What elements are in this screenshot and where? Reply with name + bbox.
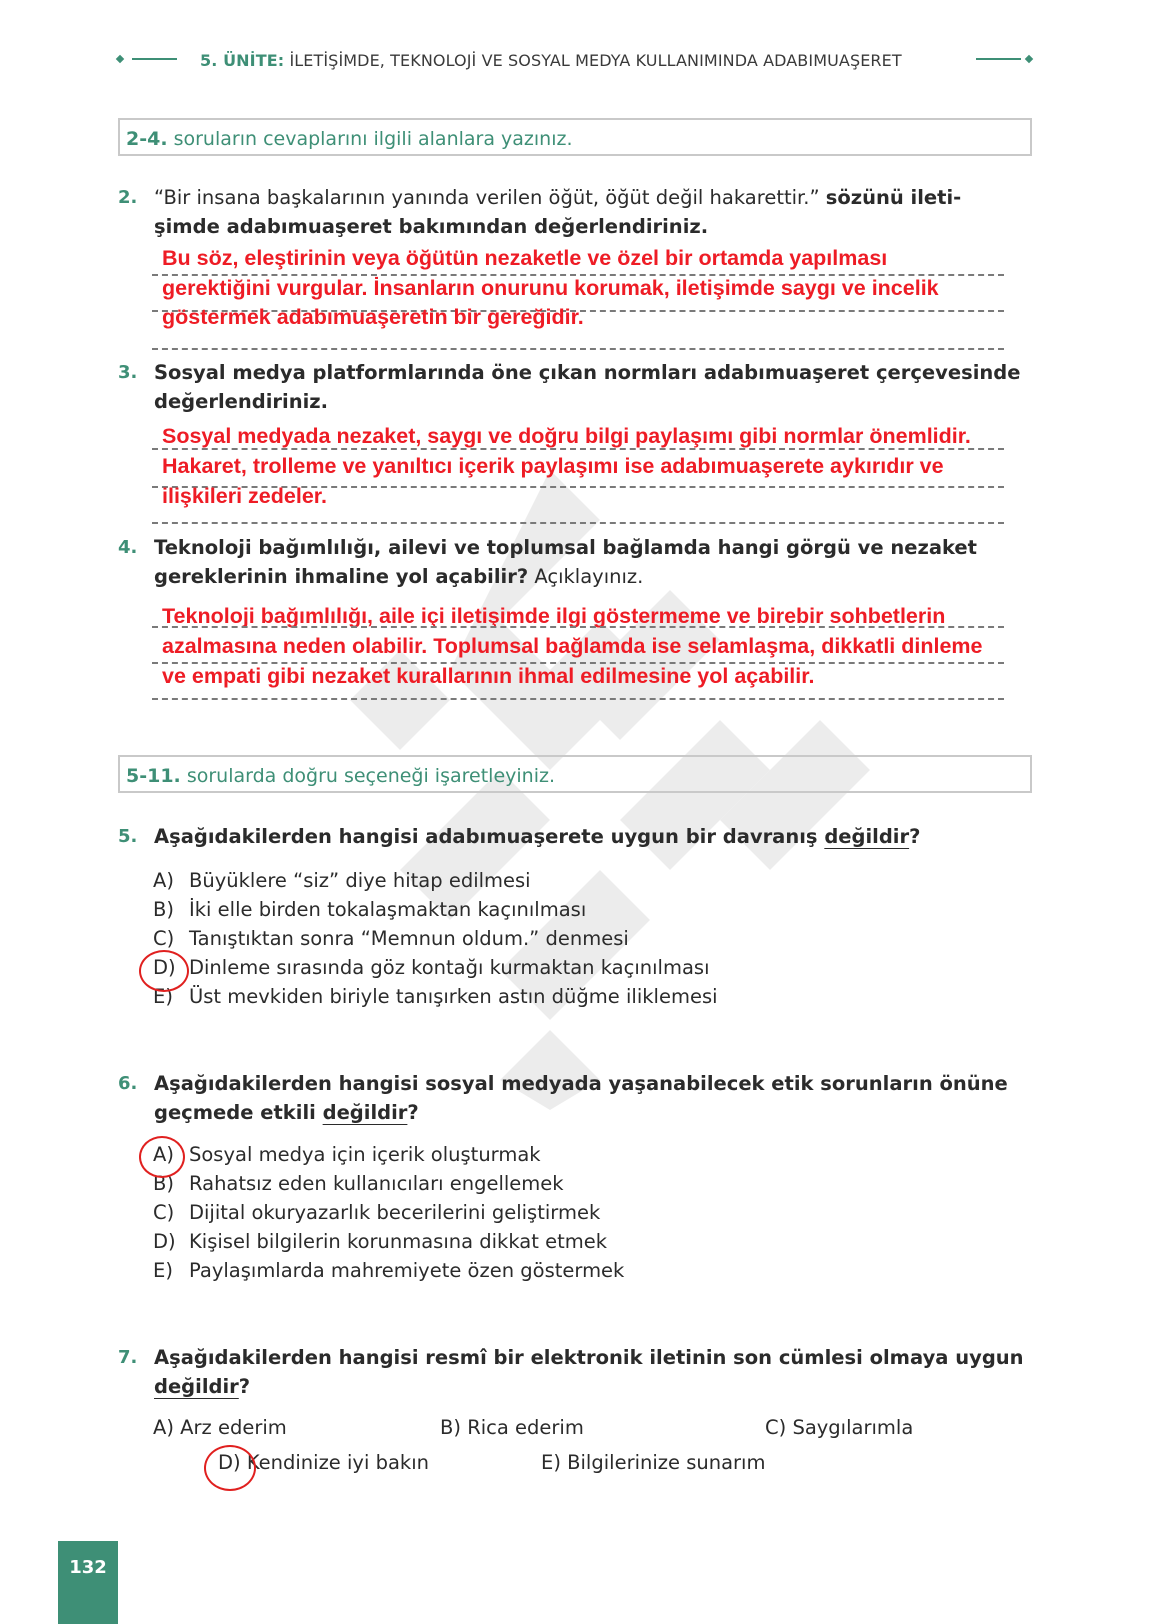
question-number: 3. bbox=[118, 362, 138, 383]
page-number-box bbox=[58, 1541, 118, 1624]
option-text: Üst mevkiden biriyle tanışırken astın düğme iliklemesi bbox=[189, 985, 718, 1008]
answer-line: gerektiğini vurgular. İnsanların onurunu korumak, iletişimde saygı ve incelik bbox=[162, 276, 939, 300]
question-3-line-2: değerlendiriniz. bbox=[154, 390, 329, 413]
question-number: 4. bbox=[118, 537, 138, 558]
instruction-box-2-4 bbox=[118, 118, 1032, 156]
option-letter[interactable]: B) bbox=[153, 1172, 174, 1195]
question-2-bold: sözünü ileti- bbox=[825, 186, 962, 209]
option-letter: B) bbox=[440, 1416, 461, 1439]
answer-dashed-line bbox=[152, 448, 1004, 450]
question-5-qmark: ? bbox=[909, 825, 921, 848]
question-4-line-1: Teknoloji bağımlılığı, ailevi ve toplumsal bağlamda hangi görgü ve nezaket bbox=[154, 536, 977, 559]
answer-line: ilişkileri zedeler. bbox=[162, 484, 327, 508]
option-letter[interactable]: A) bbox=[153, 869, 174, 892]
option-letter[interactable]: D) bbox=[153, 956, 176, 979]
question-6-stem-text: geçmede etkili bbox=[154, 1101, 316, 1124]
option-letter[interactable]: D) bbox=[153, 1230, 176, 1253]
option-letter[interactable]: B) bbox=[153, 898, 174, 921]
question-number: 2. bbox=[118, 187, 138, 208]
option-e[interactable] bbox=[541, 1451, 765, 1474]
option-text: Bilgilerinize sunarım bbox=[567, 1451, 766, 1474]
question-6-negation: değildir bbox=[322, 1101, 408, 1124]
answer-dashed-line bbox=[152, 698, 1004, 700]
instruction-box-5-11 bbox=[118, 755, 1032, 793]
answer-line: göstermek adabımuaşeretin bir gereğidir. bbox=[162, 305, 584, 329]
question-5-stem bbox=[154, 825, 920, 848]
answer-dashed-line bbox=[152, 626, 1004, 628]
header-unit-label: 5. ÜNİTE: bbox=[200, 51, 285, 70]
header-title bbox=[200, 51, 902, 70]
answer-dashed-line bbox=[152, 522, 1004, 524]
option-text: Kişisel bilgilerin korunmasına dikkat etmek bbox=[189, 1230, 608, 1253]
question-number: 5. bbox=[118, 826, 138, 847]
header-right-rule bbox=[976, 58, 1021, 60]
instruction-text: soruların cevaplarını ilgili alanlara yazınız. bbox=[173, 128, 573, 150]
question-2-line-2: şimde adabımuaşeret bakımından değerlendiriniz. bbox=[154, 215, 709, 238]
question-4-normal: Açıklayınız. bbox=[534, 565, 644, 588]
answer-line: ve empati gibi nezaket kurallarının ihmal edilmesine yol açabilir. bbox=[162, 664, 815, 688]
answer-line: Teknoloji bağımlılığı, aile içi iletişimde ilgi göstermeme ve birebir sohbetlerin bbox=[162, 604, 946, 628]
option-text: Dinleme sırasında göz kontağı kurmaktan kaçınılması bbox=[189, 956, 710, 979]
selected-answer-circle bbox=[139, 1136, 185, 1178]
header-left-diamond bbox=[116, 55, 124, 63]
answer-dashed-line bbox=[152, 348, 1004, 350]
option-text: Büyüklere “siz” diye hitap edilmesi bbox=[189, 869, 531, 892]
question-7-line-2 bbox=[154, 1375, 250, 1398]
header-left-rule bbox=[132, 58, 177, 60]
option-text: Saygılarımla bbox=[792, 1416, 914, 1439]
instruction-text: sorularda doğru seçeneği işaretleyiniz. bbox=[186, 765, 555, 787]
question-7-line-1: Aşağıdakilerden hangisi resmî bir elektronik iletinin son cümlesi olmaya uygun bbox=[154, 1346, 1024, 1369]
question-7-negation: değildir bbox=[154, 1375, 239, 1398]
option-letter[interactable]: C) bbox=[153, 1201, 175, 1224]
question-7-qmark: ? bbox=[238, 1375, 251, 1398]
option-letter: E) bbox=[541, 1451, 561, 1474]
option-c[interactable] bbox=[765, 1416, 913, 1439]
selected-answer-circle bbox=[204, 1445, 256, 1491]
option-text: Tanıştıktan sonra “Memnun oldum.” denmesi bbox=[189, 927, 629, 950]
selected-answer-circle bbox=[139, 950, 189, 992]
answer-line: Sosyal medyada nezaket, saygı ve doğru bilgi paylaşımı gibi normlar önemlidir. bbox=[162, 424, 971, 448]
header-unit-title: İLETİŞİMDE, TEKNOLOJİ VE SOSYAL MEDYA KULLANIMINDA ADABIMUAŞERET bbox=[289, 51, 902, 70]
option-letter: C) bbox=[765, 1416, 787, 1439]
option-text: Dijital okuryazarlık becerilerini geliştirmek bbox=[189, 1201, 601, 1224]
option-letter: D) bbox=[218, 1451, 241, 1474]
question-6-qmark: ? bbox=[407, 1101, 419, 1124]
question-4-line-2 bbox=[154, 565, 643, 588]
option-text: Sosyal medya için içerik oluşturmak bbox=[189, 1143, 541, 1166]
answer-line: Hakaret, trolleme ve yanıltıcı içerik paylaşımı ise adabımuaşerete aykırıdır ve bbox=[162, 454, 944, 478]
question-4-bold: gereklerinin ihmaline yol açabilir? bbox=[154, 565, 529, 588]
answer-line: azalmasına neden olabilir. Toplumsal bağlamda ise selamlaşma, dikkatli dinleme bbox=[162, 634, 983, 658]
option-text: Kendinize iyi bakın bbox=[246, 1451, 429, 1474]
question-number: 7. bbox=[118, 1347, 138, 1368]
page-number: 132 bbox=[69, 1557, 107, 1578]
question-6-line-1: Aşağıdakilerden hangisi sosyal medyada yaşanabilecek etik sorunların önüne bbox=[154, 1072, 1008, 1095]
question-number: 6. bbox=[118, 1073, 138, 1094]
option-text: Rica ederim bbox=[467, 1416, 584, 1439]
option-letter[interactable]: E) bbox=[153, 985, 173, 1008]
option-text: Paylaşımlarda mahremiyete özen göstermek bbox=[189, 1259, 625, 1282]
option-text: Rahatsız eden kullanıcıları engellemek bbox=[189, 1172, 564, 1195]
instruction-range: 2-4. bbox=[126, 128, 168, 150]
option-letter[interactable]: C) bbox=[153, 927, 175, 950]
option-text: İki elle birden tokalaşmaktan kaçınılması bbox=[189, 898, 587, 921]
question-5-stem-text: Aşağıdakilerden hangisi adabımuaşerete uygun bir davranış bbox=[154, 825, 818, 848]
question-2-line-1 bbox=[154, 186, 961, 209]
option-letter[interactable]: E) bbox=[153, 1259, 173, 1282]
option-letter: A) bbox=[153, 1416, 174, 1439]
answer-line: Bu söz, eleştirinin veya öğütün nezaketle ve özel bir ortamda yapılması bbox=[162, 246, 888, 270]
option-a[interactable] bbox=[153, 1416, 287, 1439]
option-letter[interactable]: A) bbox=[153, 1143, 174, 1166]
question-6-line-2 bbox=[154, 1101, 419, 1124]
option-text: Arz ederim bbox=[180, 1416, 287, 1439]
question-2-quote: “Bir insana başkalarının yanında verilen öğüt, öğüt değil hakarettir.” bbox=[154, 186, 820, 209]
option-b[interactable] bbox=[440, 1416, 584, 1439]
question-3-line-1: Sosyal medya platformlarında öne çıkan normları adabımuaşeret çerçevesinde bbox=[154, 361, 1021, 384]
question-5-negation: değildir bbox=[824, 825, 910, 848]
instruction-range: 5-11. bbox=[126, 765, 181, 787]
header-right-diamond bbox=[1025, 55, 1033, 63]
